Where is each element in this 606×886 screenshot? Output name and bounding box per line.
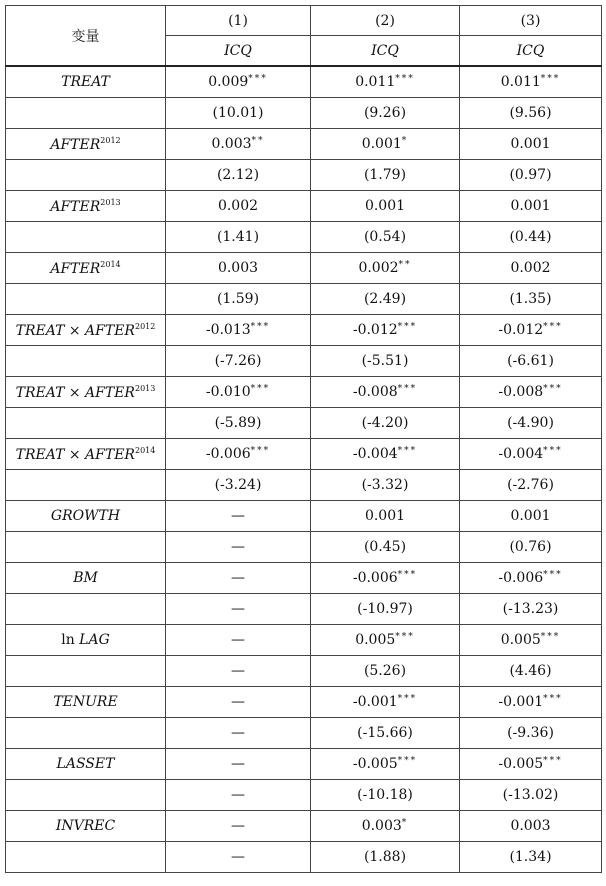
coefficient-value: -0.005 (498, 756, 544, 772)
coefficient-value: (-15.66) (357, 725, 413, 741)
table-row (6, 780, 602, 811)
table-row (6, 625, 602, 656)
significance-stars: *** (543, 694, 563, 704)
coefficient-value: -0.001 (352, 694, 398, 710)
coefficient-value: 0.002 (358, 260, 399, 276)
coefficient-value: (-3.24) (214, 477, 262, 493)
value-cell-col-1 (166, 563, 311, 594)
coefficient-value: -0.004 (498, 446, 544, 462)
variable-name: TENURE (53, 694, 118, 710)
coefficient-value: (1.34) (509, 849, 552, 865)
coefficient-value: — (231, 663, 245, 679)
value-cell-col-3 (460, 470, 602, 501)
significance-stars: *** (248, 74, 268, 84)
value-cell-col-1 (166, 811, 311, 842)
table-row (6, 222, 602, 253)
value-cell-col-2 (311, 98, 460, 129)
table-row (6, 563, 602, 594)
value-cell-col-2 (311, 501, 460, 532)
value-cell-col-2 (311, 346, 460, 377)
value-cell-col-3 (460, 687, 602, 718)
significance-stars: *** (250, 384, 271, 394)
coefficient-value: — (231, 508, 245, 524)
significance-stars: *** (397, 446, 418, 456)
value-cell-col-1 (166, 532, 311, 563)
value-cell-col-1 (166, 377, 311, 408)
value-cell-col-1 (166, 749, 311, 780)
variable-cell (6, 501, 166, 532)
variable-prefix: ln (61, 632, 80, 648)
value-cell-col-3 (460, 439, 602, 470)
table-row (6, 470, 602, 501)
coefficient-value: (-3.32) (361, 477, 409, 493)
table-row (6, 284, 602, 315)
value-cell-col-2 (311, 532, 460, 563)
coefficient-value: (5.26) (363, 663, 407, 679)
coefficient-value: -0.006 (352, 570, 398, 586)
value-cell-col-1 (166, 656, 311, 687)
value-cell-col-2 (311, 377, 460, 408)
table-row (6, 346, 602, 377)
coefficient-value: (-9.36) (507, 725, 554, 741)
table-row (6, 315, 602, 346)
regression-table (5, 5, 602, 873)
table-row (6, 129, 602, 160)
value-cell-col-3 (460, 563, 602, 594)
variable-cell (6, 315, 166, 346)
coefficient-value: 0.001 (510, 508, 551, 524)
value-cell-col-2 (311, 811, 460, 842)
significance-stars: *** (395, 74, 415, 84)
coefficient-value: (-10.18) (357, 787, 413, 803)
dependent-var-1: ICQ (166, 36, 311, 67)
column-number-2: (2) (311, 6, 460, 36)
coefficient-value: (1.79) (363, 167, 407, 183)
value-cell-col-1 (166, 408, 311, 439)
table-row (6, 408, 602, 439)
value-cell-col-3 (460, 718, 602, 749)
significance-stars: *** (397, 322, 418, 332)
table-row (6, 656, 602, 687)
coefficient-value: 0.005 (355, 632, 396, 648)
variable-cell (6, 253, 166, 284)
value-cell-col-2 (311, 222, 460, 253)
significance-stars: * (401, 136, 409, 146)
variable-name: TREAT × AFTER (15, 322, 135, 339)
value-cell-col-3 (460, 532, 602, 563)
variable-year-superscript: 2012 (100, 135, 121, 145)
variable-cell (6, 191, 166, 222)
value-cell-col-1 (166, 284, 311, 315)
significance-stars: *** (250, 446, 271, 456)
variable-cell (6, 98, 166, 129)
value-cell-col-2 (311, 780, 460, 811)
coefficient-value: — (231, 539, 245, 555)
variable-name: TREAT × AFTER (15, 446, 135, 463)
coefficient-value: — (231, 632, 245, 648)
value-cell-col-1 (166, 191, 311, 222)
significance-stars: *** (540, 74, 561, 84)
table-row (6, 811, 602, 842)
coefficient-value: (-2.76) (507, 477, 554, 493)
coefficient-value: -0.006 (205, 446, 251, 462)
coefficient-value: -0.008 (352, 384, 398, 400)
value-cell-col-2 (311, 687, 460, 718)
table-row (6, 718, 602, 749)
coefficient-value: 0.002 (217, 198, 259, 214)
table-row (6, 439, 602, 470)
table-body (6, 66, 602, 873)
dependent-var-2: ICQ (311, 36, 460, 67)
column-number-1: (1) (166, 6, 311, 36)
value-cell-col-1 (166, 66, 311, 98)
coefficient-value: -0.012 (498, 322, 544, 338)
value-cell-col-3 (460, 749, 602, 780)
variable-year-superscript: 2013 (100, 197, 121, 207)
coefficient-value: — (231, 725, 245, 741)
value-cell-col-2 (311, 315, 460, 346)
coefficient-value: 0.011 (500, 74, 541, 90)
coefficient-value: (-6.61) (507, 353, 554, 369)
coefficient-value: 0.005 (500, 632, 541, 648)
variable-year-superscript: 2014 (134, 445, 156, 455)
table-row (6, 66, 602, 98)
variable-cell (6, 160, 166, 191)
variable-name: AFTER (50, 260, 101, 277)
value-cell-col-2 (311, 749, 460, 780)
coefficient-value: — (231, 818, 245, 834)
coefficient-value: (2.12) (216, 167, 260, 183)
value-cell-col-3 (460, 315, 602, 346)
coefficient-value: (4.46) (509, 663, 552, 679)
value-cell-col-3 (460, 625, 602, 656)
variable-year-superscript: 2014 (100, 259, 121, 269)
value-cell-col-1 (166, 625, 311, 656)
significance-stars: *** (397, 384, 418, 394)
coefficient-value: 0.001 (510, 136, 551, 152)
variable-cell (6, 284, 166, 315)
table-row (6, 532, 602, 563)
table-row (6, 253, 602, 284)
value-cell-col-1 (166, 346, 311, 377)
variable-year-superscript: 2012 (134, 321, 156, 331)
coefficient-value: (-10.97) (357, 601, 413, 617)
coefficient-value: — (231, 570, 245, 586)
coefficient-value: (1.88) (363, 849, 407, 865)
coefficient-value: (0.97) (509, 167, 552, 183)
value-cell-col-1 (166, 315, 311, 346)
coefficient-value: -0.010 (205, 384, 251, 400)
value-cell-col-3 (460, 284, 602, 315)
table-row (6, 501, 602, 532)
variable-cell (6, 811, 166, 842)
header-row-column-numbers (6, 6, 602, 36)
significance-stars: *** (543, 384, 563, 394)
significance-stars: *** (397, 756, 418, 766)
coefficient-value: 0.002 (510, 260, 551, 276)
coefficient-value: — (231, 787, 245, 803)
table-row (6, 749, 602, 780)
significance-stars: * (401, 818, 409, 828)
value-cell-col-1 (166, 253, 311, 284)
variable-cell (6, 625, 166, 656)
variable-column-header: 变量 (6, 6, 166, 67)
coefficient-value: (1.35) (509, 291, 552, 307)
table-row (6, 191, 602, 222)
coefficient-value: (0.76) (509, 539, 552, 555)
coefficient-value: (1.41) (216, 229, 260, 245)
value-cell-col-1 (166, 129, 311, 160)
value-cell-col-3 (460, 656, 602, 687)
variable-cell (6, 563, 166, 594)
coefficient-value: (1.59) (216, 291, 260, 307)
coefficient-value: (-4.90) (507, 415, 554, 431)
significance-stars: *** (540, 632, 561, 642)
value-cell-col-3 (460, 408, 602, 439)
value-cell-col-2 (311, 253, 460, 284)
coefficient-value: -0.001 (498, 694, 544, 710)
variable-name: AFTER (50, 198, 101, 215)
value-cell-col-1 (166, 842, 311, 873)
value-cell-col-1 (166, 439, 311, 470)
value-cell-col-1 (166, 98, 311, 129)
value-cell-col-1 (166, 780, 311, 811)
variable-cell (6, 66, 166, 98)
variable-name: AFTER (50, 136, 101, 153)
coefficient-value: — (231, 601, 245, 617)
variable-cell (6, 439, 166, 470)
dependent-var-3: ICQ (460, 36, 602, 67)
value-cell-col-3 (460, 811, 602, 842)
value-cell-col-1 (166, 470, 311, 501)
variable-name: TREAT (61, 74, 110, 90)
variable-cell (6, 532, 166, 563)
significance-stars: *** (397, 694, 418, 704)
significance-stars: *** (395, 632, 415, 642)
significance-stars: *** (250, 322, 271, 332)
value-cell-col-1 (166, 160, 311, 191)
coefficient-value: -0.008 (498, 384, 544, 400)
value-cell-col-2 (311, 594, 460, 625)
value-cell-col-3 (460, 842, 602, 873)
value-cell-col-2 (311, 563, 460, 594)
coefficient-value: 0.001 (510, 198, 551, 214)
value-cell-col-2 (311, 408, 460, 439)
value-cell-col-3 (460, 222, 602, 253)
variable-cell (6, 222, 166, 253)
table-row (6, 98, 602, 129)
value-cell-col-1 (166, 718, 311, 749)
coefficient-value: (0.54) (363, 229, 407, 245)
value-cell-col-3 (460, 377, 602, 408)
coefficient-value: (0.44) (509, 229, 552, 245)
value-cell-col-2 (311, 439, 460, 470)
coefficient-value: 0.011 (355, 74, 396, 90)
value-cell-col-3 (460, 594, 602, 625)
variable-name: LAG (79, 632, 110, 648)
value-cell-col-2 (311, 191, 460, 222)
value-cell-col-3 (460, 191, 602, 222)
value-cell-col-2 (311, 625, 460, 656)
variable-year-superscript: 2013 (134, 383, 156, 393)
coefficient-value: -0.012 (352, 322, 398, 338)
value-cell-col-2 (311, 718, 460, 749)
variable-cell (6, 718, 166, 749)
coefficient-value: (2.49) (363, 291, 407, 307)
variable-cell (6, 687, 166, 718)
significance-stars: *** (543, 322, 563, 332)
table-row (6, 687, 602, 718)
significance-stars: *** (543, 570, 563, 580)
value-cell-col-3 (460, 346, 602, 377)
value-cell-col-3 (460, 501, 602, 532)
variable-cell (6, 749, 166, 780)
coefficient-value: — (231, 756, 245, 772)
value-cell-col-3 (460, 160, 602, 191)
variable-cell (6, 408, 166, 439)
significance-stars: *** (397, 570, 418, 580)
significance-stars: ** (398, 260, 412, 270)
value-cell-col-3 (460, 98, 602, 129)
significance-stars: *** (543, 446, 563, 456)
table-row (6, 594, 602, 625)
variable-name: TREAT × AFTER (15, 384, 135, 401)
value-cell-col-2 (311, 160, 460, 191)
variable-name: LASSET (56, 756, 115, 772)
coefficient-value: -0.013 (205, 322, 251, 338)
coefficient-value: (-13.23) (502, 601, 559, 617)
value-cell-col-2 (311, 284, 460, 315)
table-row (6, 377, 602, 408)
coefficient-value: -0.004 (352, 446, 398, 462)
coefficient-value: 0.003 (211, 136, 252, 152)
coefficient-value: 0.001 (364, 198, 406, 214)
value-cell-col-1 (166, 594, 311, 625)
coefficient-value: — (231, 694, 245, 710)
variable-name: BM (73, 570, 98, 586)
value-cell-col-2 (311, 470, 460, 501)
value-cell-col-3 (460, 253, 602, 284)
coefficient-value: 0.001 (361, 136, 402, 152)
table-row (6, 842, 602, 873)
coefficient-value: (0.45) (363, 539, 407, 555)
variable-cell (6, 842, 166, 873)
value-cell-col-2 (311, 656, 460, 687)
value-cell-col-3 (460, 129, 602, 160)
coefficient-value: (9.26) (363, 105, 407, 121)
variable-cell (6, 346, 166, 377)
coefficient-value: 0.009 (208, 74, 249, 90)
significance-stars: ** (251, 136, 265, 146)
variable-cell (6, 780, 166, 811)
variable-cell (6, 656, 166, 687)
coefficient-value: (-5.89) (214, 415, 262, 431)
coefficient-value: (9.56) (509, 105, 552, 121)
coefficient-value: -0.006 (498, 570, 544, 586)
value-cell-col-3 (460, 780, 602, 811)
coefficient-value: 0.003 (361, 818, 402, 834)
value-cell-col-3 (460, 66, 602, 98)
value-cell-col-2 (311, 842, 460, 873)
table-row (6, 160, 602, 191)
value-cell-col-1 (166, 501, 311, 532)
variable-name: INVREC (55, 818, 116, 834)
coefficient-value: (-5.51) (361, 353, 409, 369)
variable-cell (6, 470, 166, 501)
coefficient-value: — (231, 849, 245, 865)
value-cell-col-1 (166, 687, 311, 718)
coefficient-value: (10.01) (212, 105, 264, 121)
coefficient-value: 0.003 (217, 260, 259, 276)
variable-cell (6, 129, 166, 160)
value-cell-col-2 (311, 66, 460, 98)
variable-cell (6, 377, 166, 408)
significance-stars: *** (543, 756, 563, 766)
coefficient-value: 0.003 (510, 818, 551, 834)
column-number-3: (3) (460, 6, 602, 36)
coefficient-value: (-7.26) (214, 353, 262, 369)
regression-table-container (5, 5, 601, 873)
value-cell-col-2 (311, 129, 460, 160)
coefficient-value: -0.005 (352, 756, 398, 772)
coefficient-value: 0.001 (364, 508, 406, 524)
value-cell-col-1 (166, 222, 311, 253)
variable-cell (6, 594, 166, 625)
coefficient-value: (-4.20) (361, 415, 409, 431)
coefficient-value: (-13.02) (502, 787, 559, 803)
variable-name: GROWTH (50, 508, 121, 524)
